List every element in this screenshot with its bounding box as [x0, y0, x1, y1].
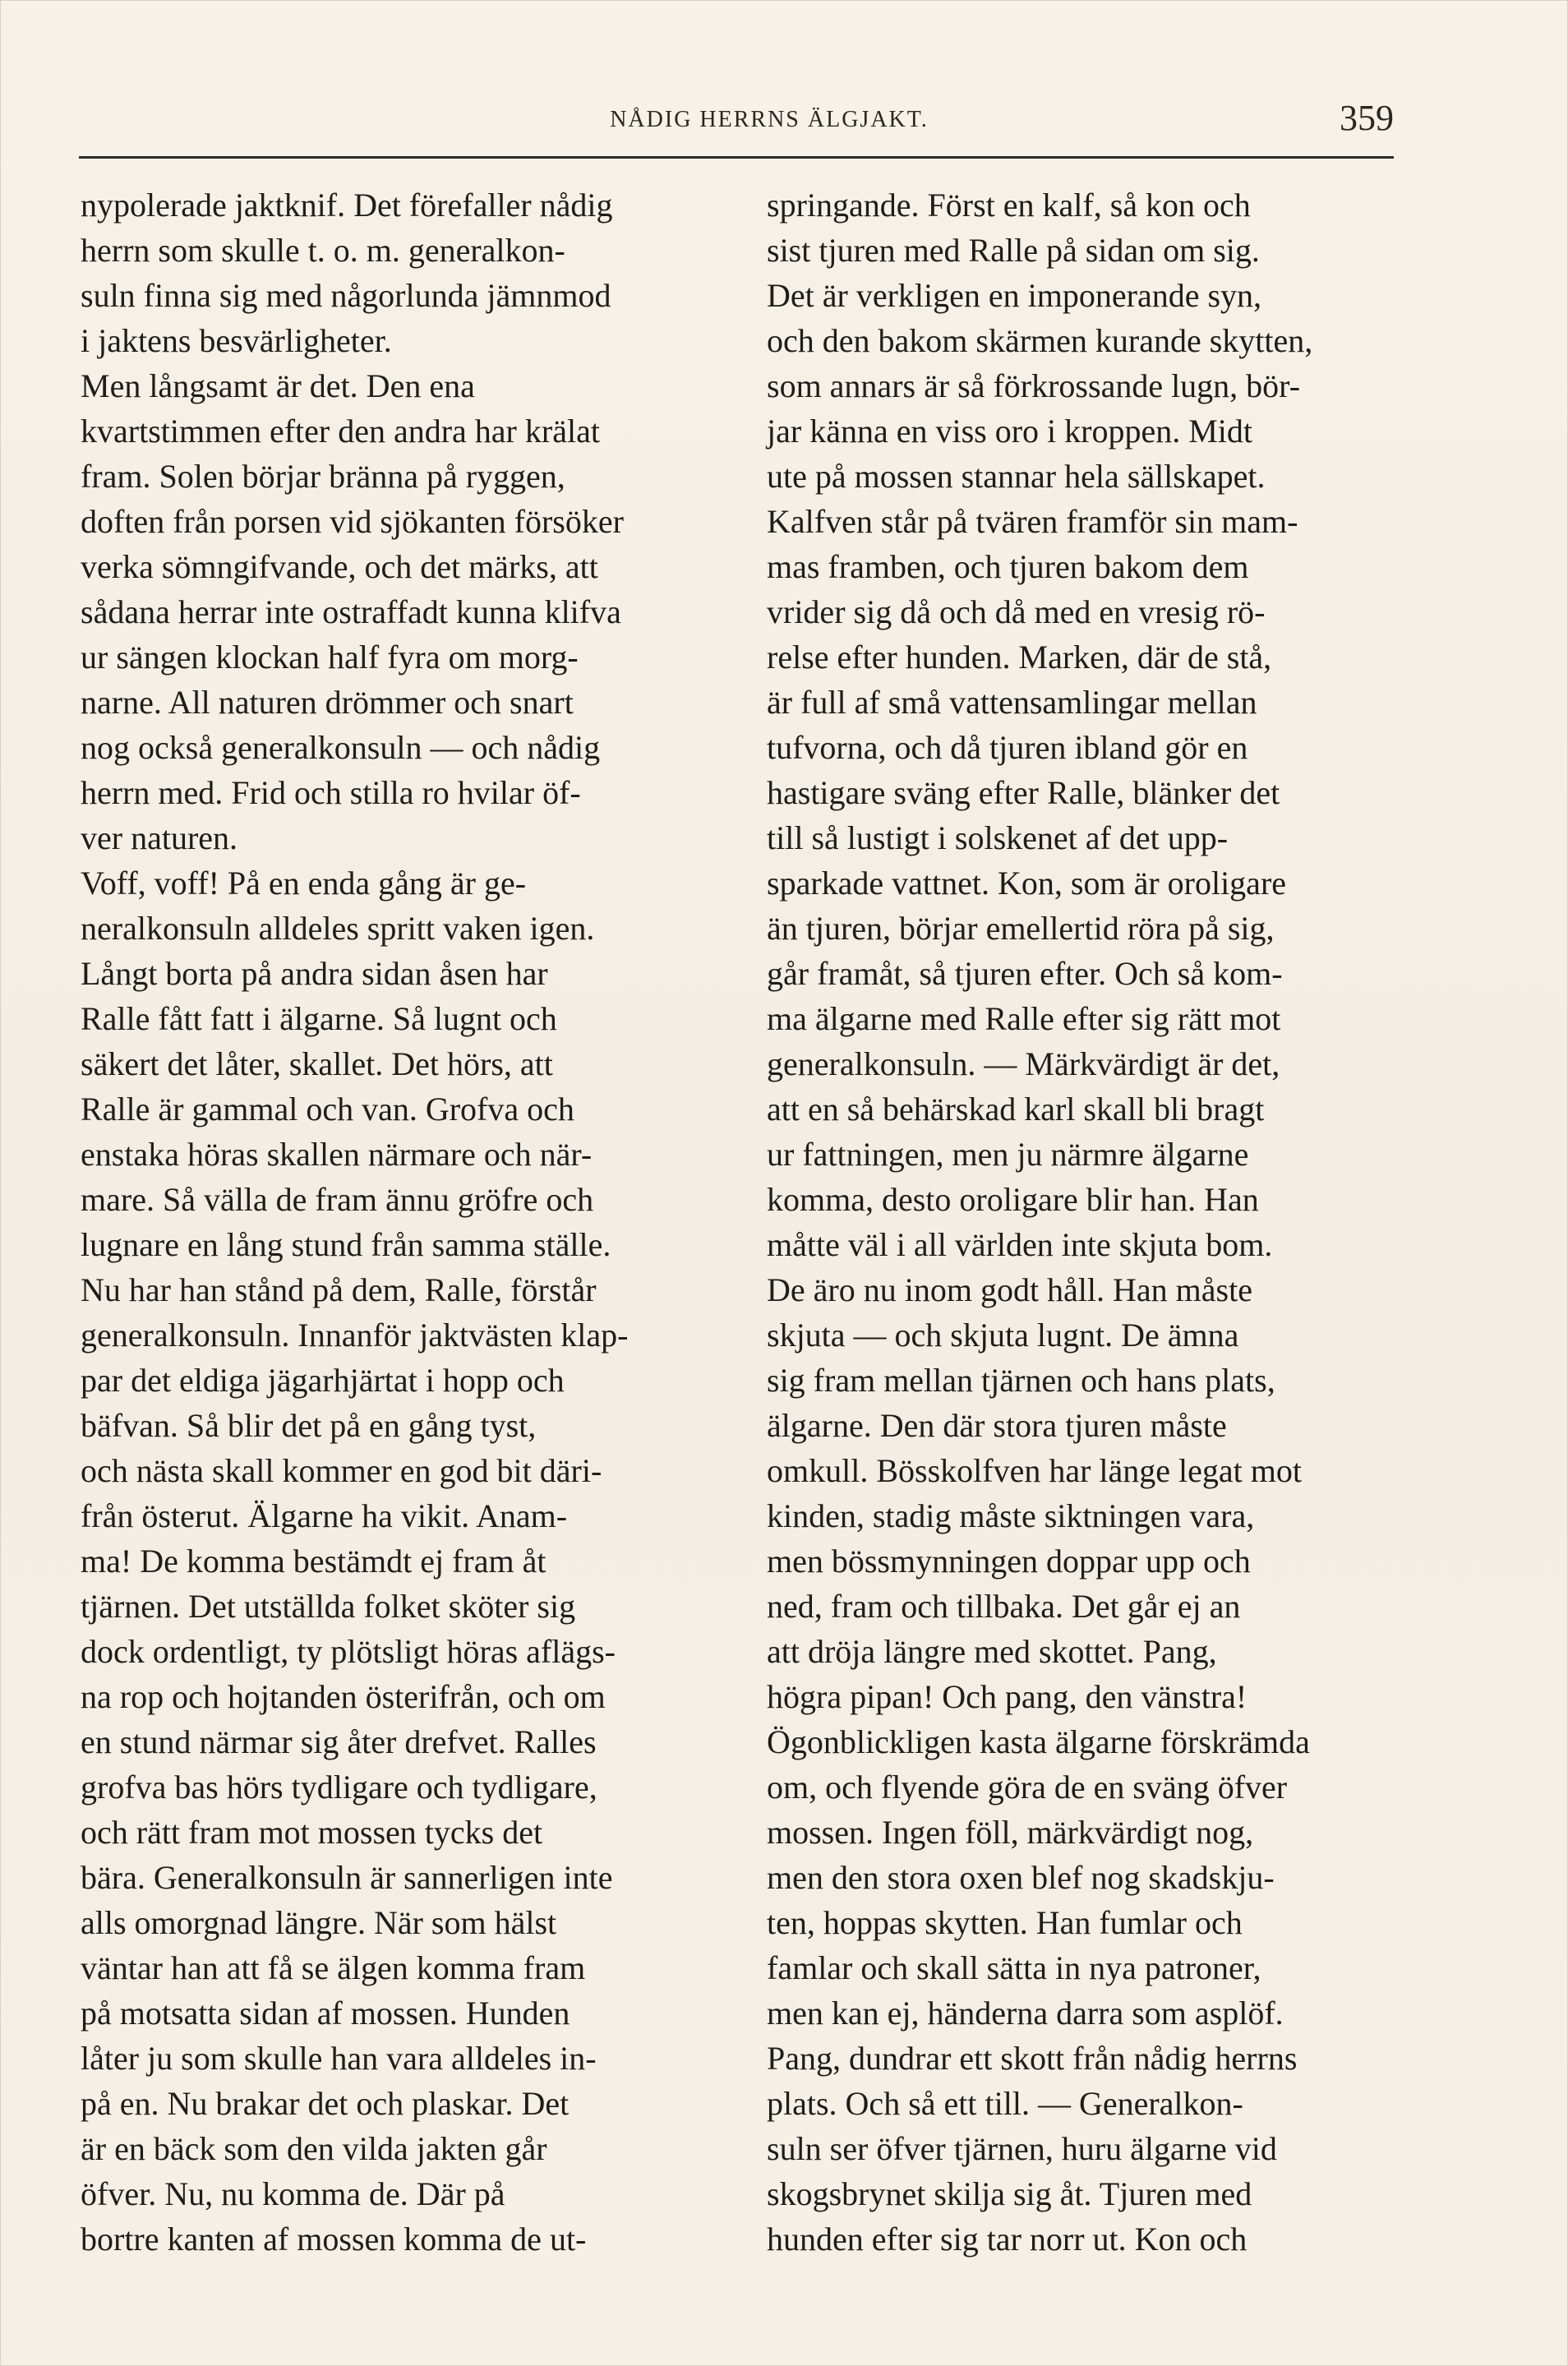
right-column-line: Ögonblickligen kasta älgarne förskrämda — [767, 1723, 1310, 1760]
left-column-line: och nästa skall kommer en god bit däri- — [81, 1452, 602, 1489]
left-column-line: Långt borta på andra sidan åsen har — [81, 955, 548, 992]
right-column-line: plats. Och så ett till. — Generalkon- — [767, 2085, 1243, 2122]
left-column-line: på motsatta sidan af mossen. Hunden — [81, 1995, 570, 2032]
right-column-line: Pang, dundrar ett skott från nådig herrns — [767, 2040, 1298, 2077]
right-text-column — [767, 182, 1400, 2270]
right-column-line: högra pipan! Och pang, den vänstra! — [767, 1678, 1247, 1715]
right-column-line: än tjuren, börjar emellertid röra på sig, — [767, 910, 1275, 947]
left-column-line: Voff, voff! På en enda gång är ge- — [81, 865, 527, 902]
right-column-line: tufvorna, och då tjuren ibland gör en — [767, 729, 1248, 766]
left-column-line: kvartstimmen efter den andra har krälat — [81, 413, 600, 450]
right-column-line: mas framben, och tjuren bakom dem — [767, 548, 1249, 585]
right-column-line: men den stora oxen blef nog skadskju- — [767, 1859, 1275, 1896]
left-column-line: öfver. Nu, nu komma de. Där på — [81, 2175, 505, 2212]
left-column-line: na rop och hojtanden österifrån, och om — [81, 1678, 606, 1715]
left-column-line: generalkonsuln. Innanför jaktvästen klap- — [81, 1317, 629, 1354]
right-column-line: måtte väl i all världen inte skjuta bom. — [767, 1226, 1273, 1263]
right-column-line: komma, desto oroligare blir han. Han — [767, 1181, 1259, 1218]
right-column-line: att dröja längre med skottet. Pang, — [767, 1633, 1217, 1670]
left-column-line: är en bäck som den vilda jakten går — [81, 2130, 547, 2167]
right-column-line: ned, fram och tillbaka. Det går ej an — [767, 1588, 1241, 1625]
right-column-line: om, och flyende göra de en sväng öfver — [767, 1769, 1288, 1806]
left-column-line: herrn som skulle t. o. m. generalkon- — [81, 232, 565, 269]
left-column-line: neralkonsuln alldeles spritt vaken igen. — [81, 910, 595, 947]
left-column-line: Men långsamt är det. Den ena — [81, 367, 475, 404]
left-column-line: bortre kanten af mossen komma de ut- — [81, 2221, 587, 2258]
left-column-line: Ralle är gammal och van. Grofva och — [81, 1091, 574, 1128]
left-column-line: alls omorgnad längre. När som hälst — [81, 1904, 557, 1941]
right-column-line: relse efter hunden. Marken, där de stå, — [767, 639, 1272, 676]
right-column-line: men bössmynningen doppar upp och — [767, 1543, 1251, 1580]
left-column-line: grofva bas hörs tydligare och tydligare, — [81, 1769, 597, 1806]
right-column-line: vrider sig då och då med en vresig rö- — [767, 593, 1266, 630]
left-column-line: ver naturen. — [81, 819, 238, 856]
left-column-line: låter ju som skulle han vara alldeles in- — [81, 2040, 597, 2077]
left-column-line: nog också generalkonsuln — och nådig — [81, 729, 601, 766]
left-column-line: från österut. Älgarne ha vikit. Anam- — [81, 1497, 568, 1534]
left-column-line: och rätt fram mot mossen tycks det — [81, 1814, 543, 1851]
right-column-line: famlar och skall sätta in nya patroner, — [767, 1949, 1261, 1986]
right-column-line: hunden efter sig tar norr ut. Kon och — [767, 2221, 1247, 2258]
left-text-column — [81, 182, 717, 2270]
right-column-line: ma älgarne med Ralle efter sig rätt mot — [767, 1000, 1281, 1037]
left-column-line: mare. Så välla de fram ännu gröfre och — [81, 1181, 594, 1218]
left-column-line: i jaktens besvärligheter. — [81, 322, 392, 359]
right-column-line: att en så behärskad karl skall bli bragt — [767, 1091, 1265, 1128]
left-column-line: herrn med. Frid och stilla ro hvilar öf- — [81, 774, 581, 811]
left-column-line: fram. Solen börjar bränna på ryggen, — [81, 458, 565, 495]
right-column-line: Kalfven står på tvären framför sin mam- — [767, 503, 1298, 540]
left-column-line: suln finna sig med någorlunda jämnmod — [81, 277, 611, 314]
left-column-line: väntar han att få se älgen komma fram — [81, 1949, 586, 1986]
right-column-line: som annars är så förkrossande lugn, bör- — [767, 367, 1301, 404]
left-column-line: enstaka höras skallen närmare och när- — [81, 1136, 593, 1173]
left-column-line: dock ordentligt, ty plötsligt höras aflägs- — [81, 1633, 616, 1670]
right-column-line: ten, hoppas skytten. Han fumlar och — [767, 1904, 1243, 1941]
left-column-line: verka sömngifvande, och det märks, att — [81, 548, 598, 585]
right-column-line: sparkade vattnet. Kon, som är oroligare — [767, 865, 1287, 902]
left-column-line: en stund närmar sig åter drefvet. Ralles — [81, 1723, 597, 1760]
left-column-line: Ralle fått fatt i älgarne. Så lugnt och — [81, 1000, 557, 1037]
right-column-line: springande. Först en kalf, så kon och — [767, 187, 1251, 224]
left-column-line: lugnare en lång stund från samma ställe. — [81, 1226, 611, 1263]
right-column-line: De äro nu inom godt håll. Han måste — [767, 1271, 1252, 1308]
page-number: 359 — [1340, 98, 1394, 138]
right-column-line: men kan ej, händerna darra som asplöf. — [767, 1995, 1284, 2032]
left-column-line: tjärnen. Det utställda folket sköter sig — [81, 1588, 576, 1625]
right-column-line: sig fram mellan tjärnen och hans plats, — [767, 1362, 1275, 1399]
running-header — [79, 90, 1394, 159]
right-column-line: suln ser öfver tjärnen, huru älgarne vid — [767, 2130, 1277, 2167]
right-column-line: ur fattningen, men ju närmre älgarne — [767, 1136, 1249, 1173]
left-column-line: på en. Nu brakar det och plaskar. Det — [81, 2085, 570, 2122]
right-column-line: är full af små vattensamlingar mellan — [767, 684, 1257, 721]
chapter-title: NÅDIG HERRNS ÄLGJAKT. — [610, 107, 929, 132]
right-column-line: sist tjuren med Ralle på sidan om sig. — [767, 232, 1260, 269]
left-column-line: nypolerade jaktknif. Det förefaller nådig — [81, 187, 613, 224]
left-column-line: säkert det låter, skallet. Det hörs, att — [81, 1045, 553, 1082]
right-column-line: omkull. Bösskolfven har länge legat mot — [767, 1452, 1302, 1489]
right-column-line: älgarne. Den där stora tjuren måste — [767, 1407, 1227, 1444]
right-column-line: generalkonsuln. — Märkvärdigt är det, — [767, 1045, 1280, 1082]
left-column-line: Nu har han stånd på dem, Ralle, förstår — [81, 1271, 597, 1308]
right-column-line: skjuta — och skjuta lugnt. De ämna — [767, 1317, 1239, 1354]
right-column-line: ute på mossen stannar hela sällskapet. — [767, 458, 1266, 495]
left-column-line: par det eldiga jägarhjärtat i hopp och — [81, 1362, 565, 1399]
left-column-line: doften från porsen vid sjökanten försöker — [81, 503, 624, 540]
right-column-line: och den bakom skärmen kurande skytten, — [767, 322, 1313, 359]
left-column-line: narne. All naturen drömmer och snart — [81, 684, 574, 721]
left-column-line: bära. Generalkonsuln är sannerligen inte — [81, 1859, 613, 1896]
right-column-line: jar känna en viss oro i kroppen. Midt — [767, 413, 1252, 450]
left-column-line: sådana herrar inte ostraffadt kunna klifva — [81, 593, 621, 630]
right-column-line: kinden, stadig måste siktningen vara, — [767, 1497, 1255, 1534]
right-column-line: mossen. Ingen föll, märkvärdigt nog, — [767, 1814, 1254, 1851]
right-column-line: Det är verkligen en imponerande syn, — [767, 277, 1262, 314]
left-column-line: ur sängen klockan half fyra om morg- — [81, 639, 579, 676]
right-column-line: till så lustigt i solskenet af det upp- — [767, 819, 1229, 856]
right-column-line: hastigare sväng efter Ralle, blänker det — [767, 774, 1280, 811]
left-column-line: ma! De komma bestämdt ej fram åt — [81, 1543, 546, 1580]
right-column-line: skogsbrynet skilja sig åt. Tjuren med — [767, 2175, 1252, 2212]
right-column-line: går framåt, så tjuren efter. Och så kom- — [767, 955, 1283, 992]
left-column-line: bäfvan. Så blir det på en gång tyst, — [81, 1407, 537, 1444]
